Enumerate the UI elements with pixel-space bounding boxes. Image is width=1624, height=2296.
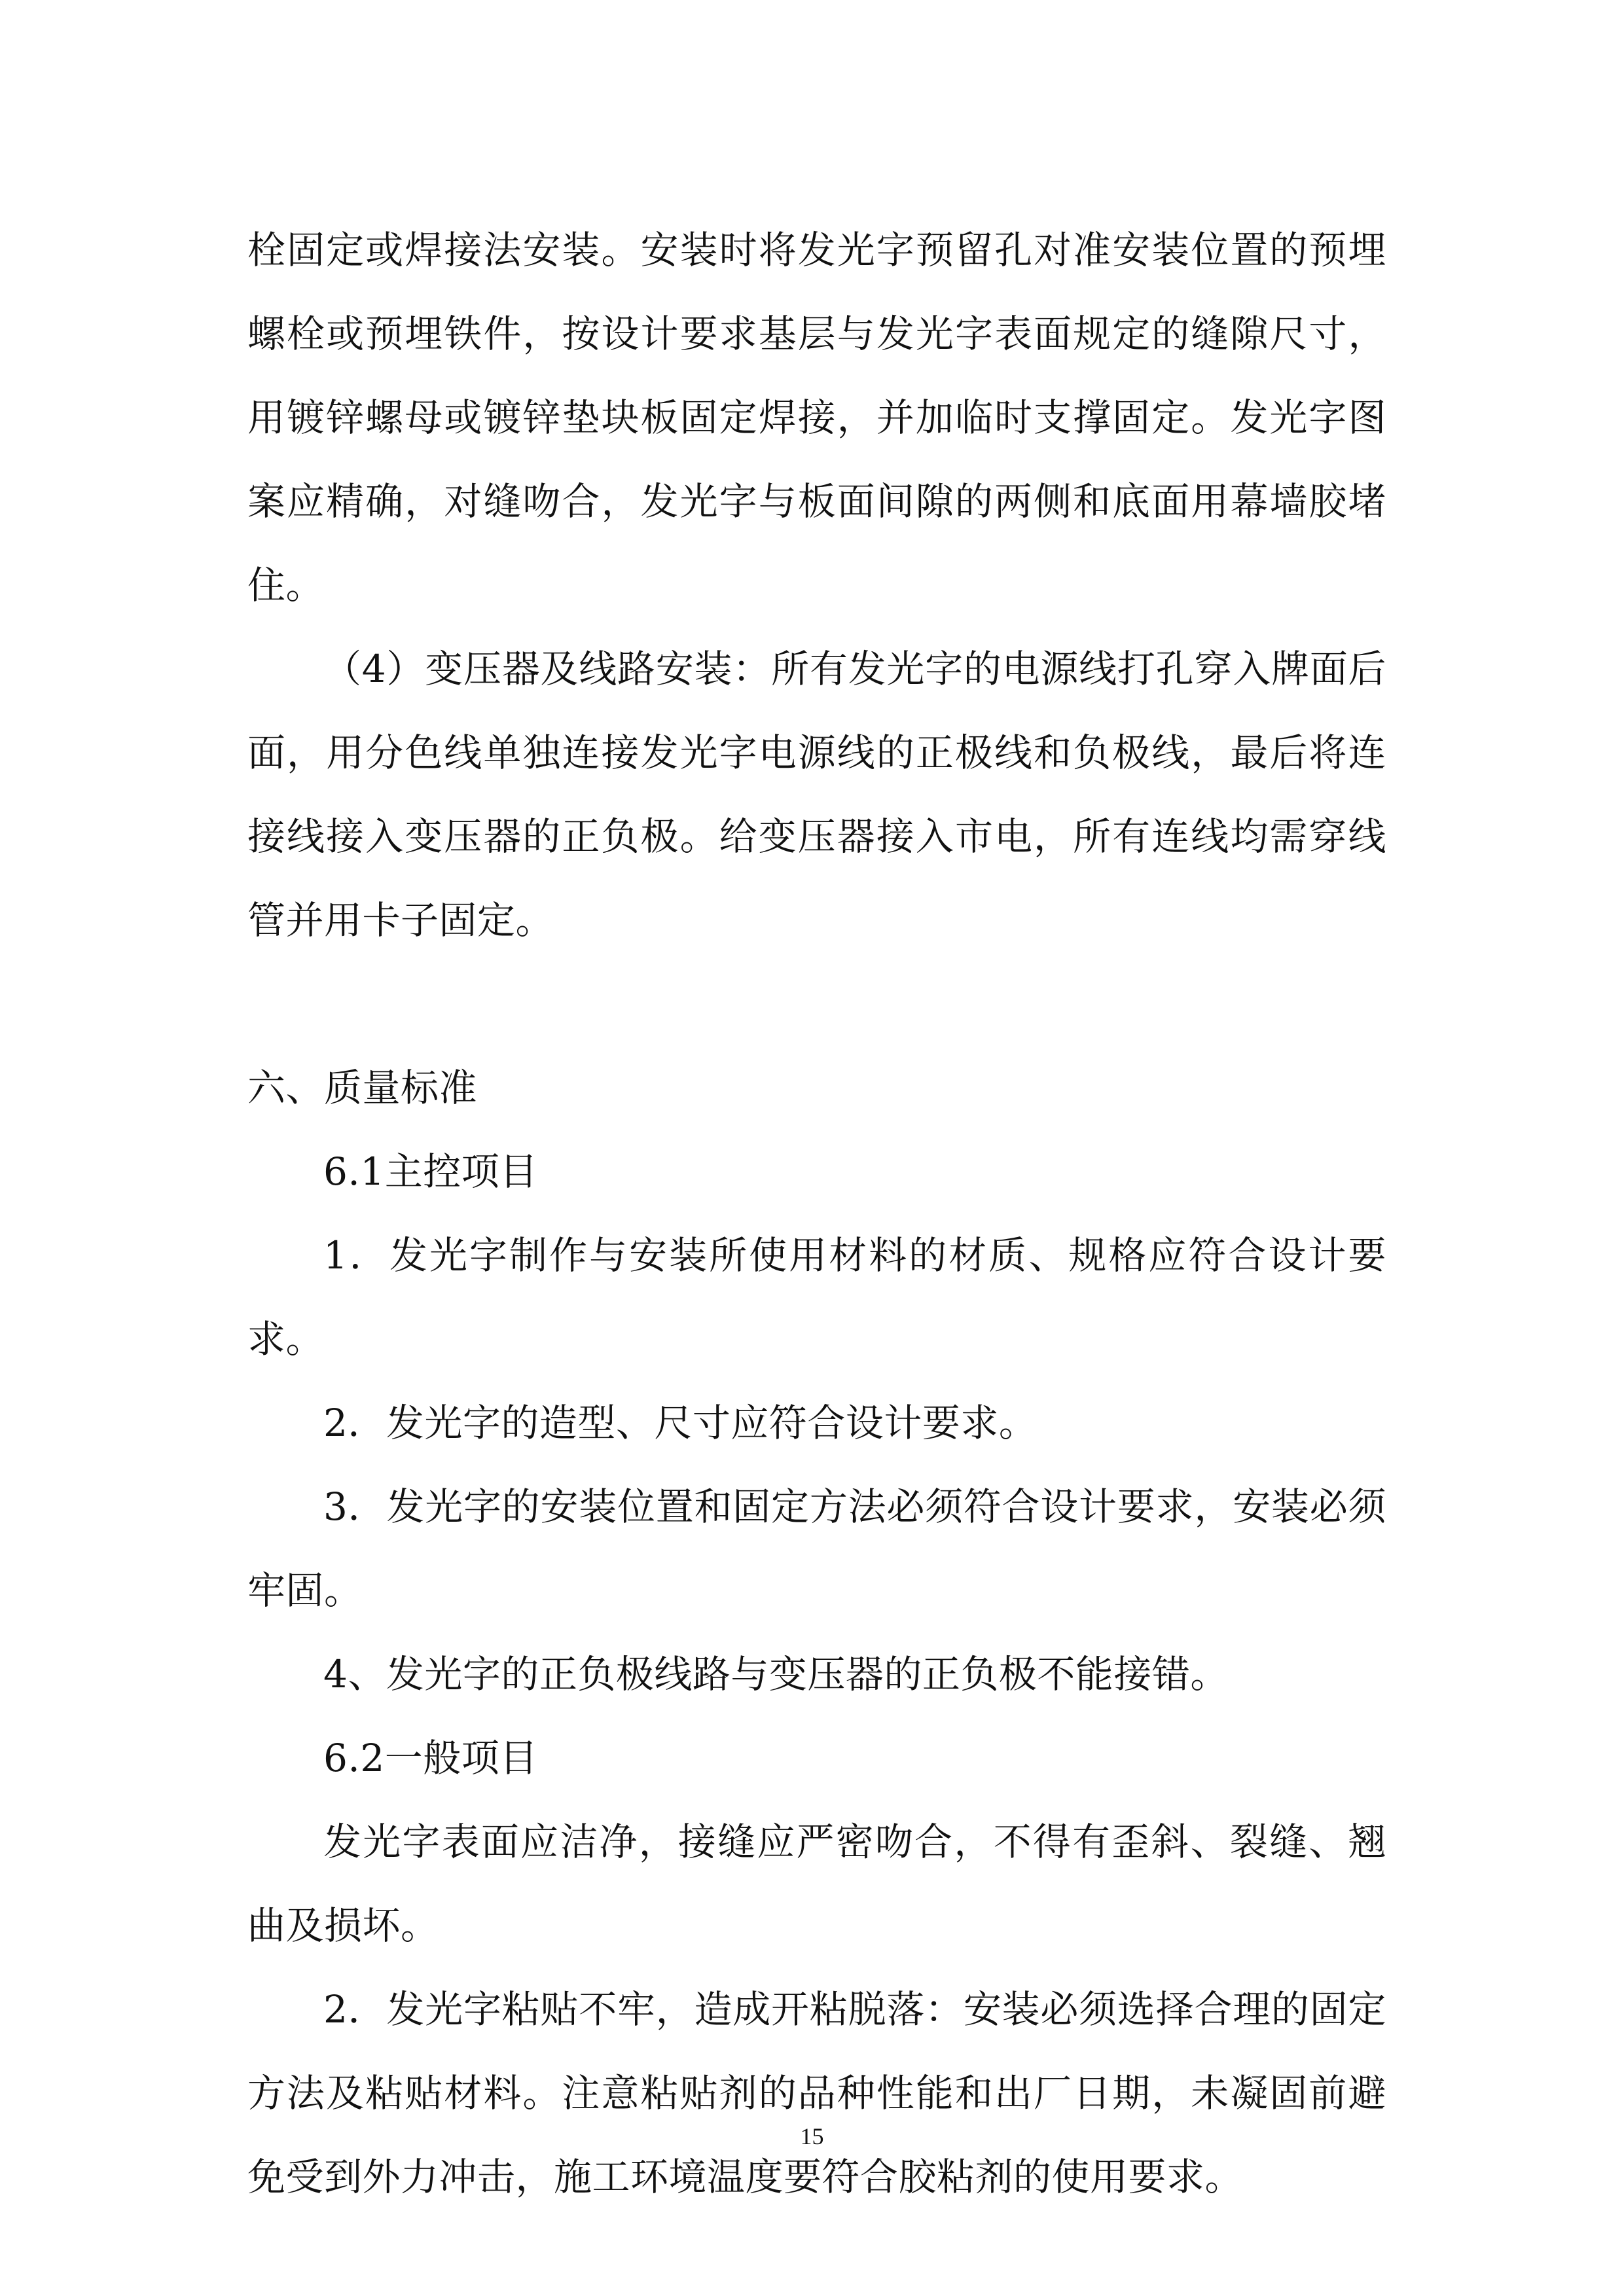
list-item-4: 4、发光字的正负极线路与变压器的正负极不能接错。 bbox=[323, 1652, 1229, 1696]
section-title-quality-standard: 六、质量标准 bbox=[247, 1066, 478, 1110]
list-item-2: 2．发光字的造型、尺寸应符合设计要求。 bbox=[323, 1401, 1038, 1445]
list-item-1: 1．发光字制作与安装所使用材料的材质、规格应符合设计要求。 bbox=[247, 1233, 1386, 1361]
paragraph-surface-requirement: 发光字表面应洁净，接缝应严密吻合，不得有歪斜、裂缝、翘曲及损坏。 bbox=[247, 1820, 1386, 1948]
paragraph-installation-continued: 栓固定或焊接法安装。安装时将发光字预留孔对准安装位置的预埋螺栓或预埋铁件，按设计要求基层与发光字表面规定的缝隙尺寸，用镀锌螺母或镀锌垫块板固定焊接，并加临时支撑固定。发光字图案应精确，对缝吻合，发光字与板面间隙的两侧和底面用幕墙胶堵住。 bbox=[247, 228, 1386, 607]
document-body bbox=[247, 208, 1386, 2219]
paragraph-adhesion-issue: 2．发光字粘贴不牢，造成开粘脱落：安装必须选择合理的固定方法及粘贴材料。注意粘贴剂的品种性能和出厂日期，未凝固前避免受到外力冲击，施工环境温度要符合胶粘剂的使用要求。 bbox=[247, 1987, 1386, 2199]
list-item-3: 3．发光字的安装位置和固定方法必须符合设计要求，安装必须牢固。 bbox=[247, 1484, 1386, 1613]
subheading-general-items: 6.2一般项目 bbox=[323, 1736, 538, 1780]
paragraph-transformer-wiring: （4）变压器及线路安装：所有发光字的电源线打孔穿入牌面后面，用分色线单独连接发光字电源线的正极线和负极线，最后将连接线接入变压器的正负极。给变压器接入市电，所有连线均需穿线管并用卡子固定。 bbox=[247, 647, 1386, 942]
page-number: 15 bbox=[800, 2123, 824, 2149]
subheading-main-control-items: 6.1主控项目 bbox=[323, 1149, 538, 1194]
